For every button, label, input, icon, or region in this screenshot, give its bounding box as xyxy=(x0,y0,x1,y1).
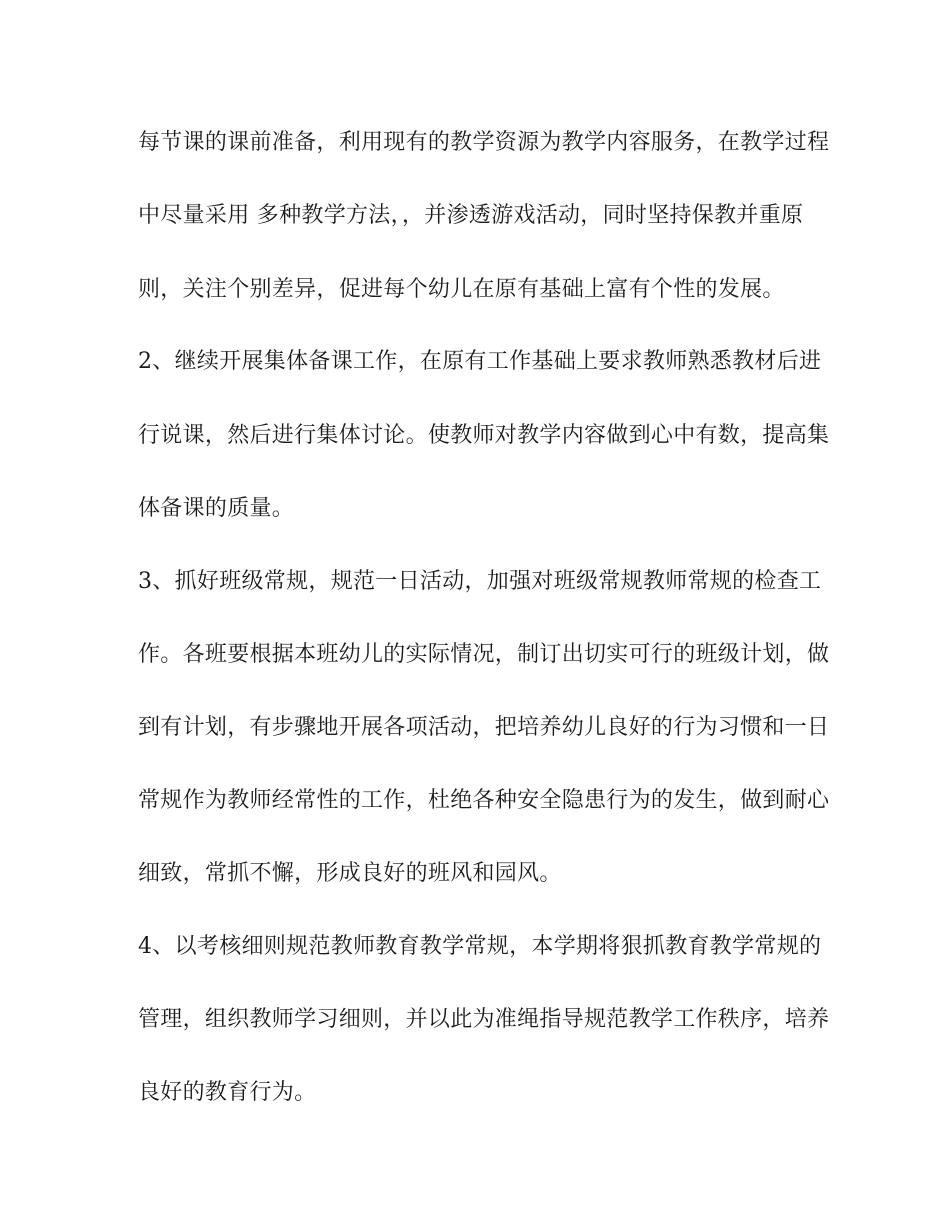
text-line: 3、抓好班级常规，规范一日活动，加强对班级常规教师常规的检查工 xyxy=(138,569,822,594)
text-line: 良好的教育行为。 xyxy=(138,1080,317,1105)
text-line: 4、以考核细则规范教师教育教学常规，本学期将狠抓教育教学常规的 xyxy=(138,934,822,959)
text-line: 2、继续开展集体备课工作，在原有工作基础上要求教师熟悉教材后进 xyxy=(138,349,822,374)
text-line: 管理，组织教师学习细则，并以此为准绳指导规范教学工作秩序，培养 xyxy=(138,1007,830,1032)
text-line: 细致，常抓不懈，形成良好的班风和园风。 xyxy=(138,861,562,886)
text-line: 行说课，然后进行集体讨论。使教师对教学内容做到心中有数，提高集 xyxy=(138,423,830,448)
text-line: 常规作为教师经常性的工作，杜绝各种安全隐患行为的发生，做到耐心 xyxy=(138,788,830,813)
text-line: 中尽量采用 多种教学方法，，并渗透游戏活动，同时坚持保教并重原 xyxy=(138,203,804,228)
text-line: 体备课的质量。 xyxy=(138,496,295,521)
text-line: 则，关注个别差异，促进每个幼儿在原有基础上富有个性的发展。 xyxy=(138,277,785,302)
text-line: 每节课的课前准备，利用现有的教学资源为教学内容服务，在教学过程 xyxy=(138,130,830,155)
text-line: 作。各班要根据本班幼儿的实际情况，制订出切实可行的班级计划，做 xyxy=(138,642,830,667)
text-line: 到有计划，有步骤地开展各项活动，把培养幼儿良好的行为习惯和一日 xyxy=(138,715,830,740)
